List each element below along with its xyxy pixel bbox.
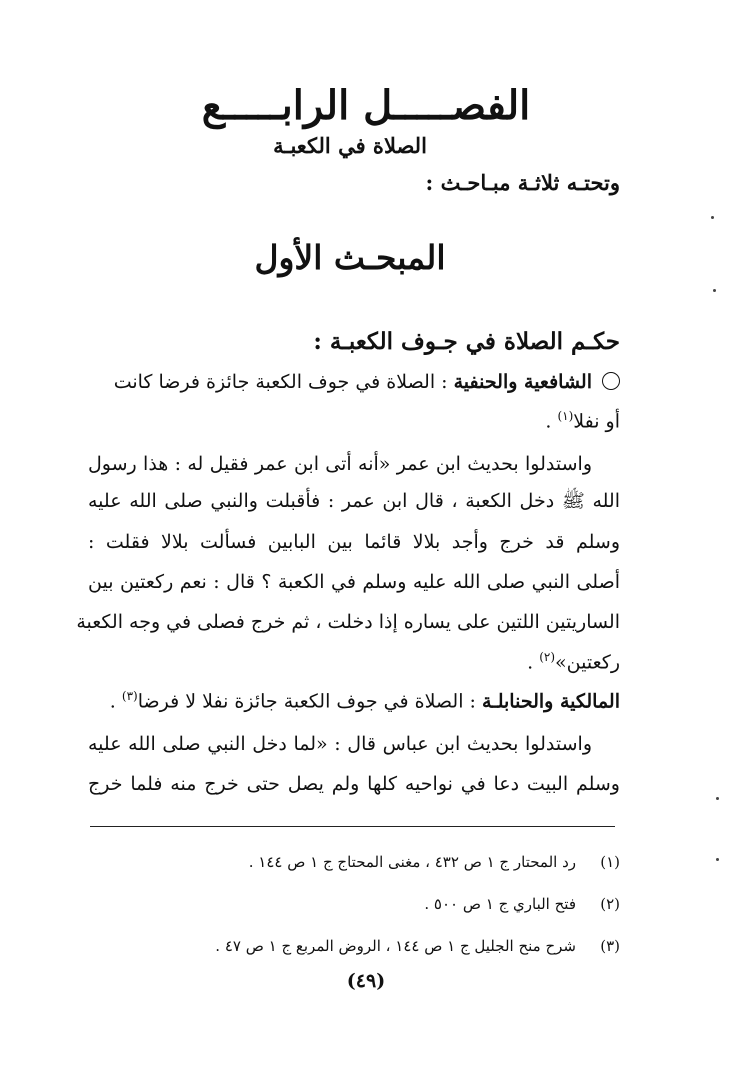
footnote-number: (٢) — [600, 895, 620, 913]
school-label: الشافعية والحنفية — [453, 371, 592, 393]
section-title: المبحـث الأول — [254, 238, 446, 277]
scan-speck — [716, 797, 719, 800]
footnote-number: (٣) — [600, 937, 620, 955]
paragraph-text: . — [545, 410, 552, 433]
paragraph-text: ركعتين» — [555, 651, 620, 674]
footnote-text: شرح منح الجليل ج ١ ص ١٤٤ ، الروض المربع ج ١ ص ٤٧ . — [215, 937, 576, 955]
paragraph-line: أصلى النبي صلى الله عليه وسلم في الكعبة ؟ قال : نعم ركعتين بين — [88, 571, 620, 593]
paragraph-line: وسلم قد خرج وأجد بلالا قائما بين البابين فسألت بلالا فقلت : — [88, 531, 620, 553]
paragraph-text: أو نفلا — [573, 410, 620, 433]
paragraph-line — [110, 690, 620, 711]
paragraph-line — [545, 410, 620, 431]
chapter-intro: وتحتـه ثلاثـة مبـاحـث : — [425, 170, 620, 195]
paragraph-line: واستدلوا بحديث ابن عباس قال : «لما دخل النبي صلى الله عليه — [88, 733, 592, 755]
footnote-number: (١) — [600, 853, 620, 871]
paragraph-text: : الصلاة في جوف الكعبة جائزة نفلا لا فرضا — [137, 690, 476, 713]
scan-speck — [713, 289, 716, 292]
paragraph-text: . — [109, 690, 116, 713]
page-number: (٤٩) — [346, 970, 386, 992]
footnote — [249, 853, 620, 871]
footnote — [424, 895, 620, 913]
circle-bullet-icon — [602, 372, 620, 390]
paragraph-line: واستدلوا بحديث ابن عمر «أنه أتى ابن عمر فقيل له : هذا رسول — [88, 453, 592, 475]
paragraph-line — [527, 651, 620, 672]
paragraph-line: الله ﷺ دخل الكعبة ، قال ابن عمر : فأقبلت والنبي صلى الله عليه — [88, 490, 620, 512]
scan-speck — [716, 858, 719, 861]
paragraph-line: وسلم البيت دعا في نواحيه كلها ولم يصل حتى خرج منه فلما خرج — [88, 773, 620, 795]
chapter-subtitle: الصلاة في الكعبـة — [273, 133, 427, 158]
footnote-ref: (٣) — [121, 689, 138, 703]
footnote-ref: (١) — [557, 409, 574, 423]
paragraph-line: الساريتين اللتين على يساره إذا دخلت ، ثم خرج فصلى في وجه الكعبة — [76, 611, 620, 633]
section-heading: حكـم الصلاة في جـوف الكعبـة : — [313, 328, 620, 355]
school-label: المالكية والحنابلـة — [481, 690, 620, 713]
footnote-text: رد المحتار ج ١ ص ٤٣٢ ، مغنى المحتاج ج ١ ص ١٤٤ . — [248, 853, 576, 871]
paragraph-text: : الصلاة في جوف الكعبة جائزة فرضا كانت — [113, 371, 448, 393]
footnote-ref: (٢) — [539, 650, 556, 664]
footnote-divider — [90, 826, 615, 827]
footnote — [215, 937, 620, 955]
paragraph-text: . — [527, 651, 534, 674]
paragraph-line — [114, 373, 592, 392]
footnote-text: فتح الباري ج ١ ص ٥٠٠ . — [424, 895, 576, 913]
chapter-title: الفصـــــل الرابـــــع — [201, 82, 531, 129]
scan-speck — [711, 216, 714, 219]
